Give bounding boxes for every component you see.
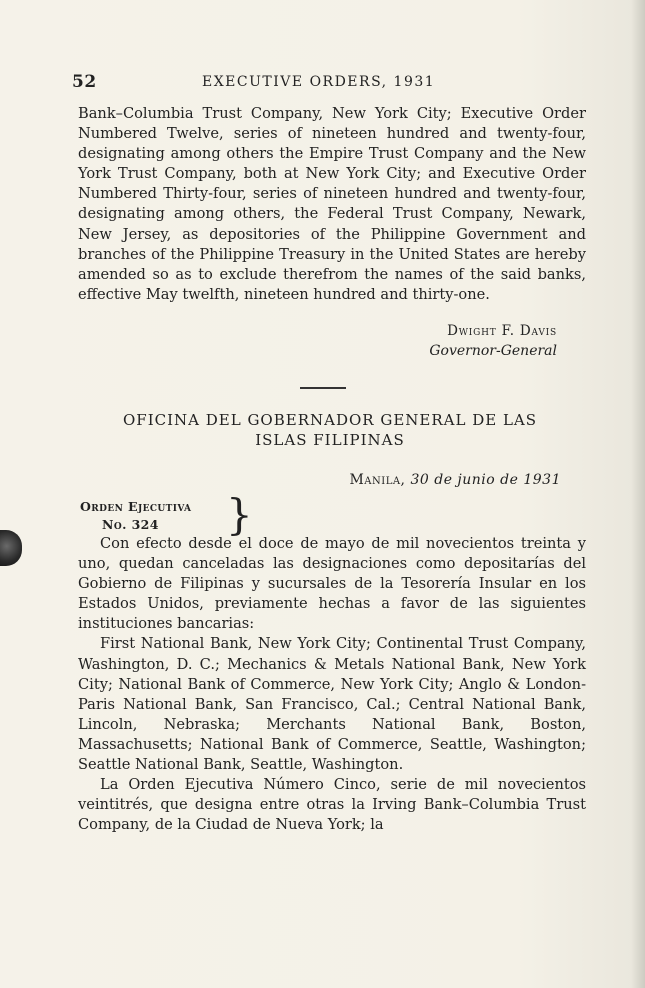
signature-name: Dwight F. Davis bbox=[447, 323, 557, 339]
dateline-place: Manila, bbox=[349, 472, 406, 488]
order-label-text: Orden Ejecutiva bbox=[80, 499, 192, 514]
office-title bbox=[90, 410, 570, 450]
continued-order-text bbox=[78, 104, 586, 305]
paragraph: Bank–Columbia Trust Company, New York City; Executive Order Numbered Twelve, series of nineteen hundred and twenty-four, designating among others the Empire Trust Company and the New York Trust Company, both at New York City; and Executive Order Numbered Thirty-four, series of nineteen hundred and twenty-four, designating among others, the Federal Trust Company, Newark, New Jersey, as depositories of the Philippine Government and branches of the Philippine Treasury in the United States are hereby amended so as to exclude therefrom the names of the said banks, effective May twelfth, nineteen hundred and thirty-one. bbox=[78, 105, 586, 303]
section-divider bbox=[300, 387, 346, 389]
brace-glyph: } bbox=[226, 490, 253, 539]
office-title-line: OFICINA DEL GOBERNADOR GENERAL DE LAS bbox=[122, 411, 538, 429]
page-header bbox=[72, 70, 584, 100]
paragraph: La Orden Ejecutiva Número Cinco, serie de mil novecientos veintitrés, que designa entre otras la Irving Bank–Columbia Trust Company, de la Ciudad de Nueva York; la bbox=[78, 776, 586, 834]
signature-title: Governor-General bbox=[429, 343, 557, 359]
thumb-mark bbox=[0, 530, 22, 566]
dateline-date: 30 de junio de 1931 bbox=[410, 472, 561, 488]
order-324-text bbox=[78, 534, 586, 835]
office-title-line: ISLAS FILIPINAS bbox=[255, 431, 405, 449]
order-label bbox=[80, 498, 191, 534]
running-head: EXECUTIVE ORDERS, 1931 bbox=[202, 74, 436, 90]
paragraph: Con efecto desde el doce de mayo de mil novecientos treinta y uno, quedan canceladas las designaciones como depositarías del Gobierno de Filipinas y sucursales de la Tesorería Insular en los Estados Unidos, previamente hechas a favor de las siguientes instituciones bancarias: bbox=[78, 535, 586, 633]
page-edge-shadow bbox=[631, 0, 645, 988]
order-number: No. 324 bbox=[102, 517, 159, 532]
paragraph: First National Bank, New York City; Continental Trust Company, Washington, D. C.; Mechanics & Metals National Bank, New York City; National Bank of Commerce, New York City; Anglo & London-Paris National Bank, San Francisco, Cal.; Central National Bank, Lincoln, Nebraska; Merchants National Bank, Boston, Massachusetts; National Bank of Commerce, Seattle, Washington; Seattle National Bank, Seattle, Washington. bbox=[78, 635, 586, 774]
page-number: 52 bbox=[72, 72, 97, 92]
dateline bbox=[349, 472, 561, 488]
